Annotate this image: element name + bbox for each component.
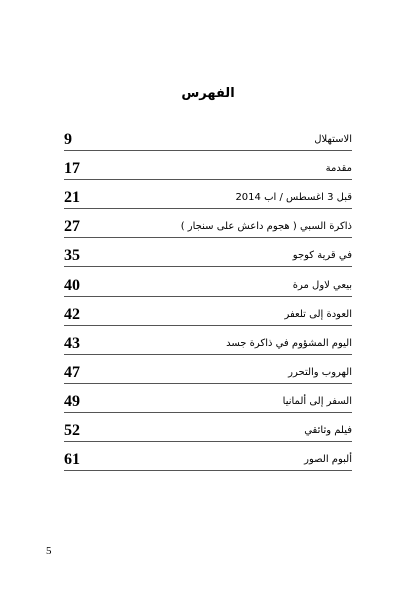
toc-page-number: 42 bbox=[64, 305, 80, 323]
toc-page-number: 49 bbox=[64, 392, 80, 410]
toc-entry bbox=[64, 442, 352, 471]
toc-entry bbox=[64, 413, 352, 442]
toc-entry bbox=[64, 267, 352, 296]
toc-entry bbox=[64, 355, 352, 384]
toc-entry bbox=[64, 180, 352, 209]
toc-entry bbox=[64, 384, 352, 413]
toc-entry bbox=[64, 151, 352, 180]
toc-entry bbox=[64, 326, 352, 355]
toc-page-number: 40 bbox=[64, 276, 80, 294]
page-title: الفهرس bbox=[181, 86, 235, 101]
toc-entry-label: الهروب والتحرر bbox=[288, 366, 352, 378]
toc-page-number: 43 bbox=[64, 334, 80, 352]
toc-entry-label: في قرية كوجو bbox=[292, 250, 352, 262]
toc-entry-label: مقدمة bbox=[325, 163, 352, 175]
toc-page-number: 52 bbox=[64, 422, 80, 440]
toc-entry-label: قبل 3 اغسطس / اب 2014 bbox=[235, 192, 352, 204]
toc-page-number: 35 bbox=[64, 247, 80, 265]
toc-entry bbox=[64, 297, 352, 326]
toc-page-number: 47 bbox=[64, 363, 80, 381]
toc-entry-label: العودة إلى تلعفر bbox=[284, 308, 352, 320]
page-number: 5 bbox=[46, 545, 52, 557]
toc-entry-label: فيلم وثائقي bbox=[304, 425, 352, 437]
toc-page-number: 17 bbox=[64, 160, 80, 178]
toc-entry bbox=[64, 209, 352, 238]
toc-page-number: 21 bbox=[64, 189, 80, 207]
table-of-contents bbox=[64, 122, 352, 471]
toc-entry-label: السفر إلى ألمانيا bbox=[282, 395, 352, 407]
toc-entry bbox=[64, 122, 352, 151]
toc-entry-label: الاستهلال bbox=[314, 134, 352, 146]
toc-entry-label: بيعي لاول مرة bbox=[292, 279, 352, 291]
toc-entry-label: اليوم المشؤوم في ذاكرة جسد bbox=[226, 337, 352, 349]
toc-entry bbox=[64, 238, 352, 267]
toc-page-number: 61 bbox=[64, 451, 80, 469]
toc-entry-label: ذاكرة السبي ( هجوم داعش على سنجار ) bbox=[180, 221, 352, 233]
toc-page-number: 27 bbox=[64, 218, 80, 236]
toc-entry-label: ألبوم الصور bbox=[304, 454, 352, 466]
toc-page-number: 9 bbox=[64, 131, 72, 149]
